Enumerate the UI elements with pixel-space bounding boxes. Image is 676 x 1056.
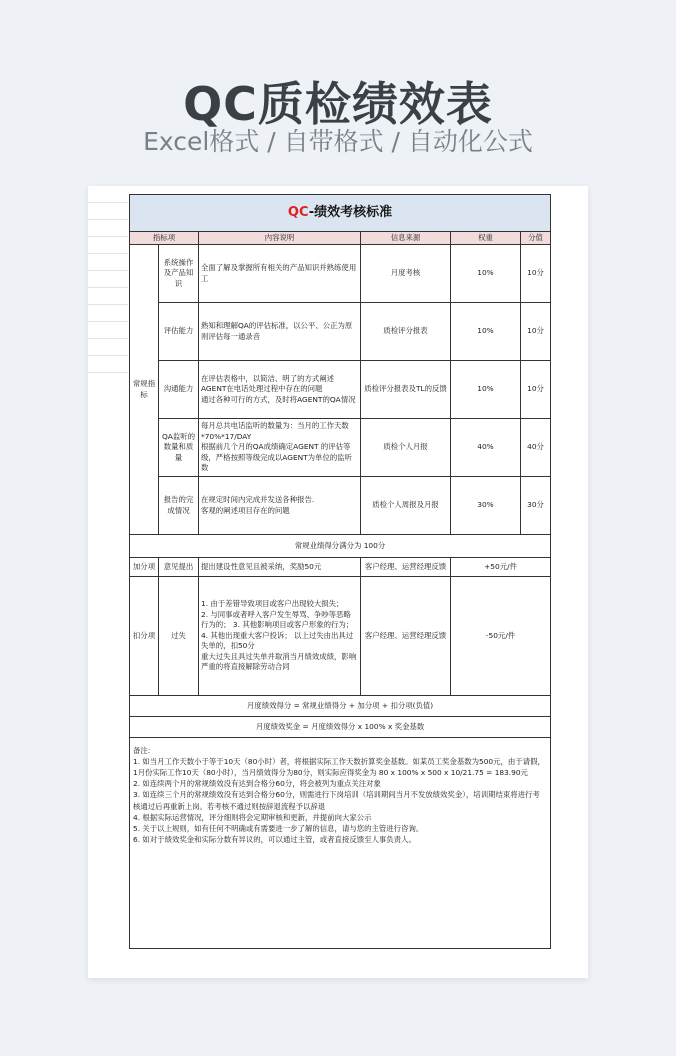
- bonus-row: [130, 558, 551, 577]
- item-cell: 报告的完成情况: [159, 477, 199, 535]
- notes-heading: 备注:: [133, 746, 151, 755]
- note-item: 3. 如连续三个月的常规绩效没有达到合格分60分，则需进行下岗培训（培训期间当月不发放绩效奖金），培训期结束将进行考核通过后再重新上岗。若考核不通过则按辞退流程予以辞退: [133, 790, 540, 811]
- source-cell: 质检个人周报及月报: [361, 477, 451, 535]
- item-cell: 评估能力: [159, 303, 199, 361]
- table-row: [130, 303, 551, 361]
- table-row: [130, 477, 551, 535]
- item-cell: 沟通能力: [159, 361, 199, 419]
- page-subtitle: Excel格式 / 自带格式 / 自动化公式: [143, 127, 533, 156]
- header-cell: 指标项: [130, 232, 199, 245]
- deduct-source: 客户经理、运营经理反馈: [361, 577, 451, 696]
- header-cell: 分值: [521, 232, 551, 245]
- weight-cell: 40%: [451, 419, 521, 477]
- header-cell: 信息来源: [361, 232, 451, 245]
- deduct-item: 过失: [159, 577, 199, 696]
- item-cell: QA监听的数量和质量: [159, 419, 199, 477]
- score-cell: 30分: [521, 477, 551, 535]
- bonus-source: 客户经理、运营经理反馈: [361, 558, 451, 577]
- table-row: [130, 361, 551, 419]
- notes-section: [130, 738, 551, 949]
- sheet-gutter: [88, 186, 128, 536]
- deduct-line: 2. 与同事或者呼入客户发生辱骂、争吵等恶略行为的； 3. 其他影响项目或客户形象的行为； 4. 其他出现重大客户投诉； 以上过失由出具过失单的，扣50分: [201, 609, 354, 651]
- header-row: [130, 232, 551, 245]
- spreadsheet-preview: [88, 186, 588, 978]
- deduct-label: 扣分项: [130, 577, 159, 696]
- source-cell: 月度考核: [361, 245, 451, 303]
- bonus-item: 意见提出: [159, 558, 199, 577]
- weight-cell: 10%: [451, 303, 521, 361]
- header-cell: 权重: [451, 232, 521, 245]
- source-cell: 质检评分报表: [361, 303, 451, 361]
- page-title: QC质检绩效表: [183, 77, 493, 131]
- weight-cell: 10%: [451, 361, 521, 419]
- desc-cell: 每月总共电话监听的数量为：当月的工作天数*70%*17/DAY 根据前几个月的QA成绩确定AGENT 的评估等级，严格按照等级完成以AGENT为单位的监听数: [199, 419, 361, 477]
- deduct-line: 1. 由于差错导致项目或客户出现较大损失；: [201, 599, 344, 609]
- bonus-label: 加分项: [130, 558, 159, 577]
- score-cell: 10分: [521, 361, 551, 419]
- header-cell: 内容说明: [199, 232, 361, 245]
- desc-cell: 熟知和理解QA的评估标准，以公平、公正为原则评估每一通录音: [199, 303, 361, 361]
- item-cell: 系统操作及产品知识: [159, 245, 199, 303]
- score-cell: 10分: [521, 303, 551, 361]
- note-item: 6. 如对于绩效奖金和实际分数有异议的，可以通过主管，或者直接反馈至人事负责人。: [133, 834, 416, 844]
- deduct-line: 重大过失且具过失单并取消当月绩效成绩，影响严重的将直接解除劳动合同: [201, 651, 357, 672]
- note-item: 2. 如连续两个月的常规绩效没有达到合格分60分，将会被列为重点关注对象: [133, 779, 381, 789]
- bonus-desc: 提出建设性意见且被采纳，奖励50元: [199, 558, 361, 577]
- table-row: [130, 419, 551, 477]
- desc-cell: 在规定时间内完成并发送各种报告. 客观的阐述项目存在的问题: [199, 477, 361, 535]
- note-item: 1. 如当月工作天数小于等于10天（80小时）者，将根据实际工作天数折算奖金基数。如某员工奖金基数为500元，由于请假，1月份实际工作10天（80小时），当月绩效得分为80分，则实际应得奖金为 80 x 100% x 500 x 10/21.75 = 183.90元: [133, 757, 545, 778]
- category-cell: 常规指标: [130, 245, 159, 535]
- score-cell: 40分: [521, 419, 551, 477]
- desc-cell: 全面了解及掌握所有相关的产品知识并熟练使用工: [199, 245, 361, 303]
- table-row: [130, 245, 551, 303]
- deduct-amount: -50元/件: [451, 577, 551, 696]
- source-cell: 质检评分报表及TL的反馈: [361, 361, 451, 419]
- sheet-title: QC-绩效考核标准: [130, 195, 551, 232]
- note-item: 5. 关于以上规则，如有任何不明确或有需要进一步了解的信息，请与您的主管进行咨询。: [133, 823, 424, 833]
- source-cell: 质检个人月报: [361, 419, 451, 477]
- formula-score: 月度绩效得分 = 常规业绩得分 + 加分项 + 扣分项(负值): [130, 696, 551, 717]
- deduct-row: [130, 577, 551, 696]
- note-item: 4. 根据实际运营情况，评分细则将会定期审核和更新，并提前向大家公示: [133, 812, 372, 822]
- formula-bonus: 月度绩效奖金 = 月度绩效得分 x 100% x 奖金基数: [130, 717, 551, 738]
- score-cell: 10分: [521, 245, 551, 303]
- kpi-table: [129, 194, 551, 949]
- desc-cell: 在评估表格中，以简洁、明了的方式阐述AGENT在电话处理过程中存在的问题 通过各种可行的方式，及时将AGENT的QA情况: [199, 361, 361, 419]
- bonus-amount: +50元/件: [451, 558, 551, 577]
- weight-cell: 10%: [451, 245, 521, 303]
- weight-cell: 30%: [451, 477, 521, 535]
- subtotal-row: 常规业绩得分满分为 100分: [130, 535, 551, 558]
- deduct-desc: [199, 577, 361, 696]
